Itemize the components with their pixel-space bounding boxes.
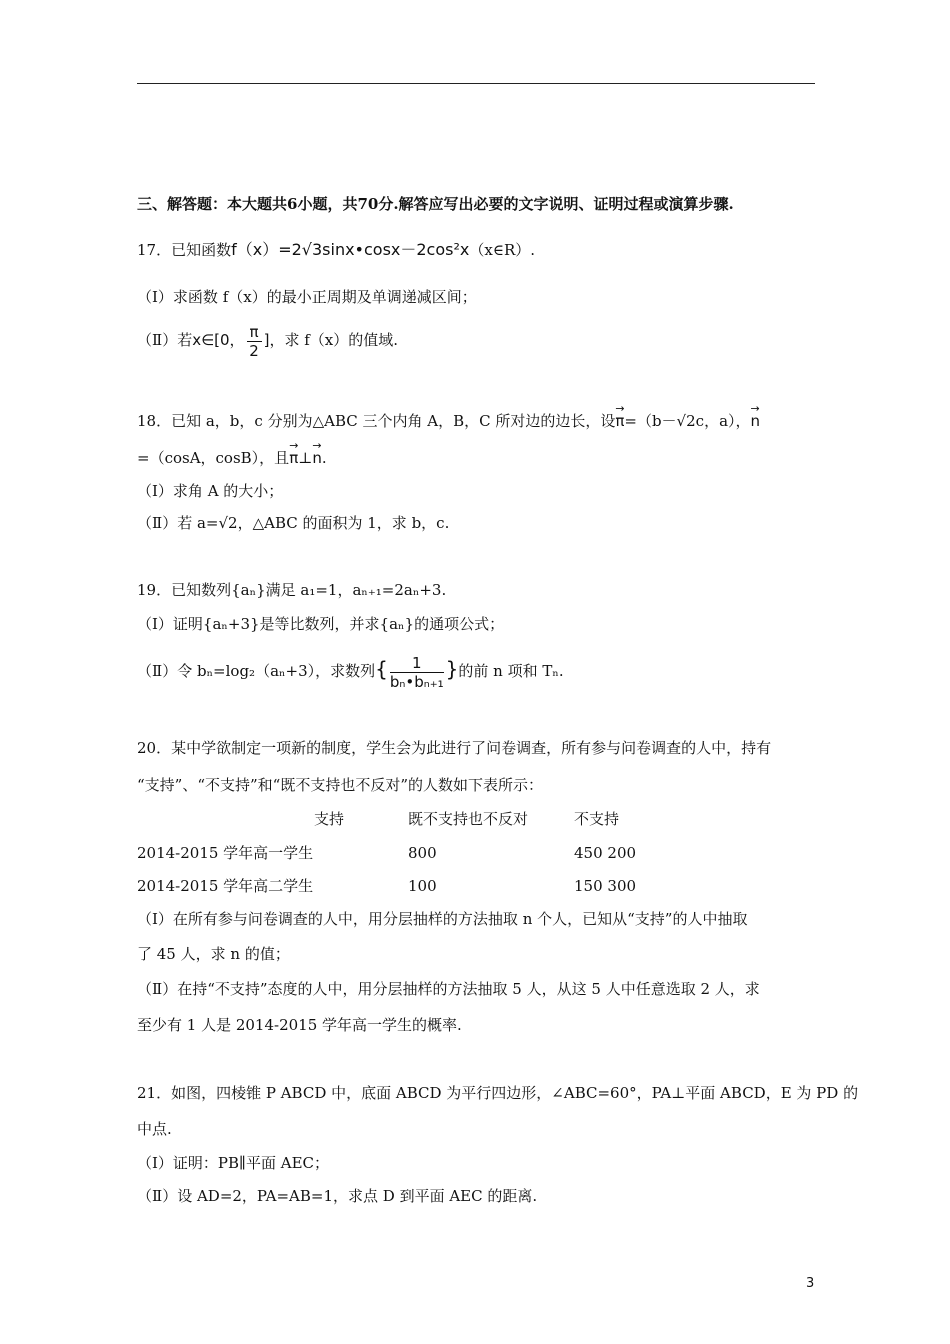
q18-vector-n: → n (751, 411, 761, 431)
page-number: 3 (806, 1276, 815, 1291)
q20-part1-line1: （Ⅰ）在所有参与问卷调查的人中，用分层抽样的方法抽取 n 个人，已知从“支持”的人中抽取 (137, 910, 748, 928)
q21-part1: （Ⅰ）证明：PB∥平面 AEC； (137, 1154, 329, 1172)
q21-part2: （Ⅱ）设 AD=2，PA=AB=1，求点 D 到平面 AEC 的距离. (137, 1187, 538, 1205)
q17-frac-num: π (247, 323, 262, 342)
q18-line1 (137, 411, 760, 431)
q20-line1: 20．某中学欲制定一项新的制度，学生会为此进行了问卷调查，所有参与问卷调查的人中，持有 (137, 739, 772, 757)
table-header-support: 支持 (314, 810, 345, 828)
table-cell: 450 200 (574, 844, 637, 862)
q17-part2-prefix: （Ⅱ）若 (137, 331, 193, 349)
q17-formula: f（x）=2√3sinx•cosx－2cos²x (231, 240, 470, 259)
q18-line2: =（cosA，cosB），且→ π⊥→ n. (137, 448, 327, 468)
q19-line1: 19．已知数列{aₙ}满足 a₁=1，aₙ₊₁=2aₙ+3. (137, 581, 447, 599)
q19-part2-prefix: （Ⅱ）令 bₙ=log₂（aₙ+3），求数列 (137, 662, 376, 680)
q19-fraction (390, 654, 444, 691)
q19-frac-den: bₙ•bₙ₊₁ (389, 672, 444, 691)
q20-line2: “支持”、“不支持”和“既不支持也不反对”的人数如下表所示： (137, 776, 544, 794)
q17-interval-right: ] (263, 331, 270, 349)
q18-part2: （Ⅱ）若 a=√2，△ABC 的面积为 1，求 b，c. (137, 514, 450, 532)
table-header-oppose: 不支持 (574, 810, 620, 828)
header-rule (137, 83, 815, 84)
q18-m-def: =（b－√2c，a）， (624, 412, 751, 430)
q18-line2-text: =（cosA，cosB），且 (137, 449, 290, 467)
table-cell: 100 (408, 877, 437, 895)
q17-part2-suffix: ，求 f（x）的值域. (269, 331, 398, 349)
table-header-neutral: 既不支持也不反对 (408, 810, 529, 828)
q20-part1-line2: 了 45 人，求 n 的值； (137, 945, 290, 963)
table-cell: 150 300 (574, 877, 637, 895)
q17-interval-left: x∈[0， (192, 331, 245, 349)
q18-part1: （Ⅰ）求角 A 的大小； (137, 482, 284, 500)
q21-line1: 21．如图，四棱锥 P ABCD 中，底面 ABCD 为平行四边形，∠ABC=60°，PA⊥平面 ABCD，E 为 PD 的 (137, 1084, 859, 1102)
q21-line2: 中点. (137, 1120, 172, 1138)
q18-vector-m-ref: → π (289, 448, 298, 468)
q17-fraction (247, 323, 262, 360)
q18-perp: ⊥ (298, 449, 313, 467)
q17-frac-den: 2 (249, 341, 259, 360)
q17-stem-prefix: 17．已知函数 (137, 241, 232, 259)
q18-line1-text: 18．已知 a，b，c 分别为△ABC 三个内角 A，B，C 所对边的边长，设 (137, 412, 616, 430)
table-row-label: 2014-2015 学年高一学生 (137, 844, 314, 862)
q19-part2: （Ⅱ）令 bₙ=log₂（aₙ+3），求数列{ $\frac{1}{\text{bₙ•bₙ₊₁}}$ }的前 n 项和 Tₙ. (137, 653, 564, 691)
q20-part2-line1: （Ⅱ）在持“不支持”态度的人中，用分层抽样的方法抽取 5 人，从这 5 人中任意选取 2 人，求 (137, 980, 760, 998)
table-row-label: 2014-2015 学年高二学生 (137, 877, 314, 895)
q17-stem (137, 240, 535, 260)
q19-part2-suffix: 的前 n 项和 Tₙ. (458, 662, 564, 680)
q19-frac-num: 1 (390, 654, 444, 673)
q17-stem-suffix: （x∈R）. (469, 241, 536, 259)
q19-part1: （Ⅰ）证明{aₙ+3}是等比数列，并求{aₙ}的通项公式； (137, 615, 505, 633)
q18-vector-m: → π (615, 411, 624, 431)
q20-part2-line2: 至少有 1 人是 2014-2015 学年高一学生的概率. (137, 1016, 462, 1034)
q17-part2 (137, 322, 398, 360)
section-heading: 三、解答题：本大题共6小题，共70分.解答应写出必要的文字说明、证明过程或演算步骤. (137, 195, 734, 213)
q18-vector-n-ref: → n (312, 448, 322, 468)
table-cell: 800 (408, 844, 437, 862)
q17-part1: （Ⅰ）求函数 f（x）的最小正周期及单调递减区间； (137, 288, 477, 306)
